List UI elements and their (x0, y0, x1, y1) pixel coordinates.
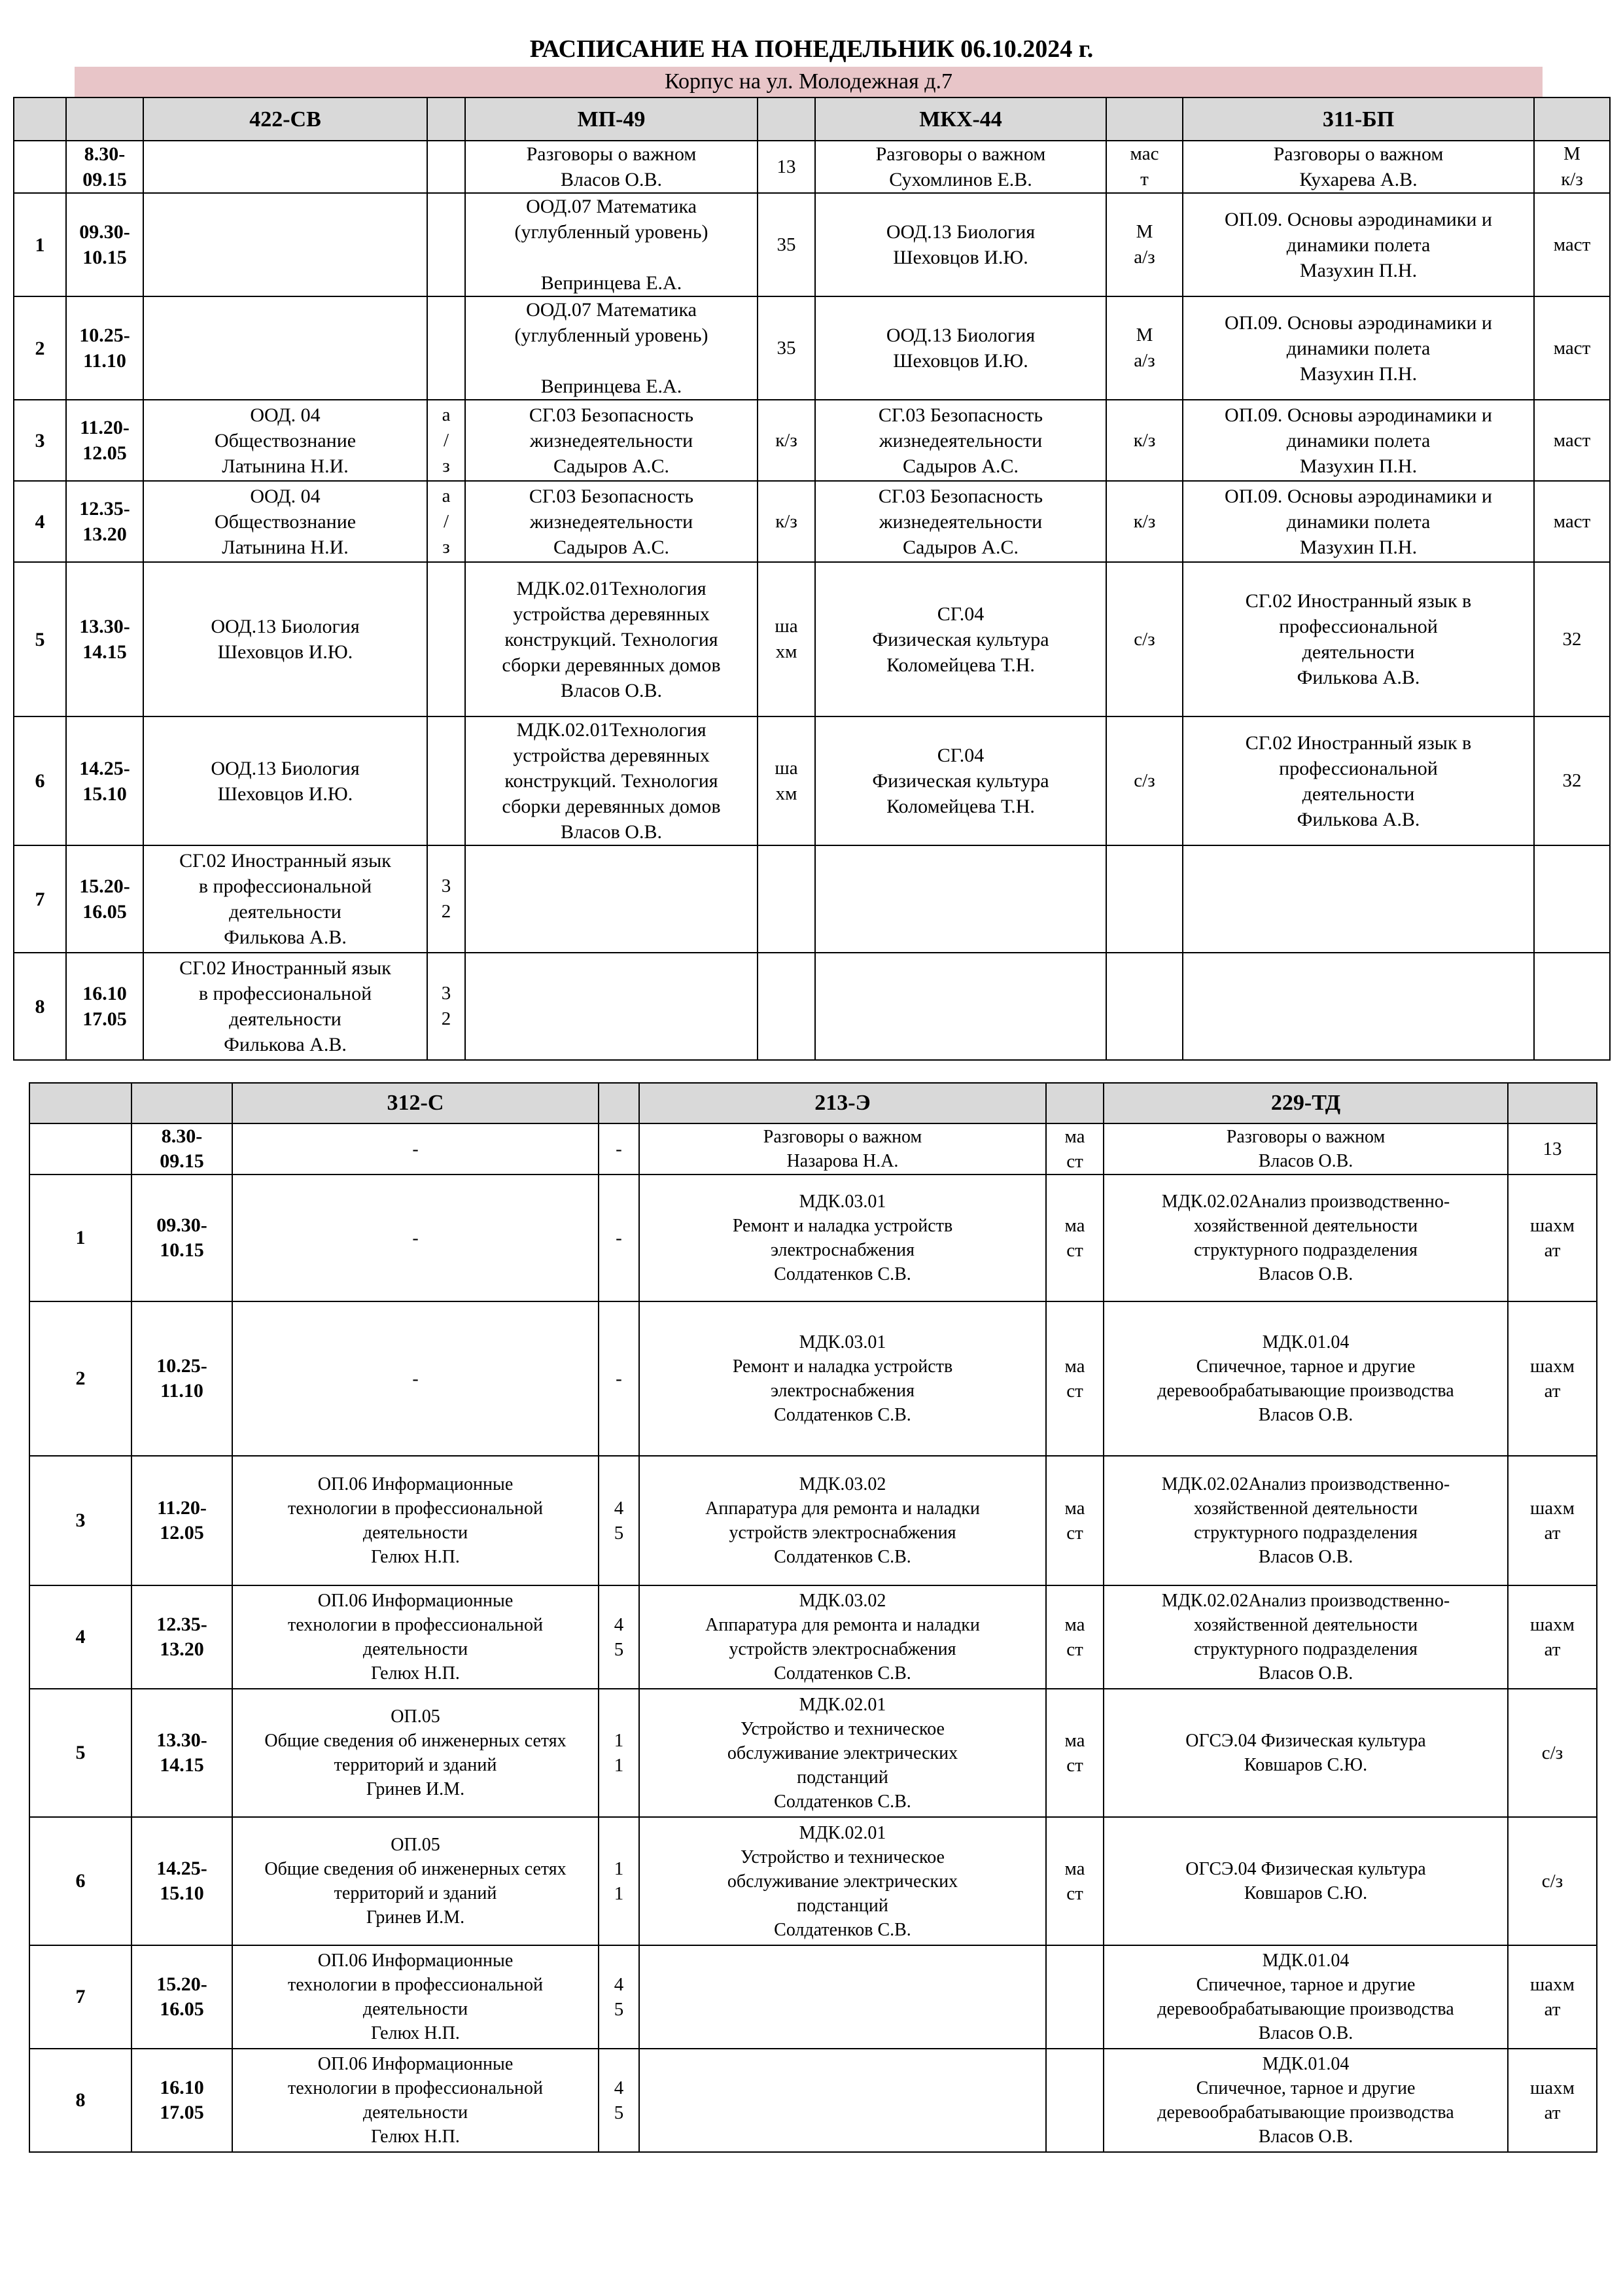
table-row (14, 481, 1610, 562)
lesson-room: ша хм (758, 716, 815, 845)
lesson-room: маст (1534, 193, 1610, 296)
lesson-subject (143, 193, 427, 296)
page-title: РАСПИСАНИЕ НА ПОНЕДЕЛЬНИК 06.10.2024 г. (529, 35, 1094, 63)
lesson-room: ша хм (758, 562, 815, 716)
lesson-room: М а/з (1106, 193, 1183, 296)
lesson-room: к/з (1106, 400, 1183, 481)
lesson-subject: МДК.02.02Анализ производственно- хозяйственной деятельности структурного подразделения Власов О.В. (1104, 1585, 1508, 1689)
lesson-room: а / з (427, 400, 465, 481)
lesson-subject: СГ.02 Иностранный язык в профессиональной деятельности Филькова А.В. (143, 953, 427, 1060)
lesson-room (427, 193, 465, 296)
lesson-subject: СГ.04 Физическая культура Коломейцева Т.Н. (815, 562, 1106, 716)
lesson-room: 32 (1534, 562, 1610, 716)
lesson-number: 6 (14, 716, 66, 845)
lesson-subject: ОП.06 Информационные технологии в профессиональной деятельности Гелюх Н.П. (232, 1456, 599, 1585)
table-row (14, 400, 1610, 481)
group-header: 213-Э (639, 1083, 1046, 1123)
table-row (14, 953, 1610, 1060)
lesson-room: М к/з (1534, 141, 1610, 193)
lesson-subject: ООД.07 Математика (углубленный уровень) Вепринцева Е.А. (465, 193, 758, 296)
lesson-subject: - (232, 1174, 599, 1301)
lesson-number: 8 (14, 953, 66, 1060)
lesson-room: ма ст (1046, 1456, 1104, 1585)
lesson-number: 5 (14, 562, 66, 716)
group-header: МКХ-44 (815, 97, 1106, 141)
lesson-subject: ОП.05 Общие сведения об инженерных сетях территорий и зданий Гринев И.М. (232, 1689, 599, 1817)
group-header: 312-С (232, 1083, 599, 1123)
lesson-number: 8 (29, 2049, 131, 2152)
lesson-subject (1183, 953, 1534, 1060)
lesson-room: 1 1 (599, 1817, 639, 1945)
lesson-time: 13.30- 14.15 (66, 562, 143, 716)
lesson-number: 7 (29, 1945, 131, 2049)
lesson-room (1106, 845, 1183, 953)
lesson-subject: Разговоры о важном Власов О.В. (1104, 1123, 1508, 1174)
table-row (29, 1301, 1597, 1456)
lesson-time: 8.30- 09.15 (66, 141, 143, 193)
lesson-subject: - (232, 1301, 599, 1456)
lesson-room: 32 (1534, 716, 1610, 845)
lesson-number (14, 141, 66, 193)
lesson-subject: СГ.03 Безопасность жизнедеятельности Садыров А.С. (465, 481, 758, 562)
lesson-subject: МДК.03.01 Ремонт и наладка устройств электроснабжения Солдатенков С.В. (639, 1174, 1046, 1301)
lesson-room: ма ст (1046, 1174, 1104, 1301)
lesson-room (1534, 845, 1610, 953)
header-room (599, 1083, 639, 1123)
lesson-room (427, 562, 465, 716)
lesson-subject: МДК.02.01Технология устройства деревянных конструкций. Технология сборки деревянных домов Власов О.В. (465, 562, 758, 716)
table-row (29, 1456, 1597, 1585)
table-row (29, 1123, 1597, 1174)
lesson-room: ма ст (1046, 1817, 1104, 1945)
lesson-room: шахм ат (1508, 1174, 1597, 1301)
lesson-room (427, 716, 465, 845)
header-room (1106, 97, 1183, 141)
table-row (29, 1945, 1597, 2049)
lesson-subject: ООД.13 Биология Шеховцов И.Ю. (143, 716, 427, 845)
lesson-subject: СГ.03 Безопасность жизнедеятельности Садыров А.С. (465, 400, 758, 481)
lesson-subject: СГ.02 Иностранный язык в профессиональной деятельности Филькова А.В. (143, 845, 427, 953)
lesson-room: шахм ат (1508, 1456, 1597, 1585)
table-header-row (14, 97, 1610, 141)
lesson-room: 4 5 (599, 1585, 639, 1689)
lesson-room: маст (1534, 296, 1610, 400)
lesson-subject: СГ.02 Иностранный язык в профессиональной деятельности Филькова А.В. (1183, 716, 1534, 845)
table-row (14, 562, 1610, 716)
lesson-subject: - (232, 1123, 599, 1174)
lesson-subject: ООД.13 Биология Шеховцов И.Ю. (143, 562, 427, 716)
lesson-room: ма ст (1046, 1585, 1104, 1689)
lesson-subject: МДК.03.01 Ремонт и наладка устройств электроснабжения Солдатенков С.В. (639, 1301, 1046, 1456)
lesson-room (1106, 953, 1183, 1060)
lesson-subject: ООД. 04 Обществознание Латынина Н.И. (143, 400, 427, 481)
lesson-room: к/з (758, 481, 815, 562)
lesson-time: 12.35- 13.20 (66, 481, 143, 562)
lesson-time: 09.30- 10.15 (66, 193, 143, 296)
lesson-room: к/з (1106, 481, 1183, 562)
lesson-subject: МДК.02.01 Устройство и техническое обслуживание электрических подстанций Солдатенков С.В. (639, 1689, 1046, 1817)
lesson-room: с/з (1106, 716, 1183, 845)
lesson-subject (815, 953, 1106, 1060)
lesson-time: 15.20- 16.05 (66, 845, 143, 953)
lesson-time: 14.25- 15.10 (131, 1817, 232, 1945)
lesson-subject: МДК.03.02 Аппаратура для ремонта и наладки устройств электроснабжения Солдатенков С.В. (639, 1585, 1046, 1689)
lesson-room: 13 (1508, 1123, 1597, 1174)
lesson-time: 10.25- 11.10 (131, 1301, 232, 1456)
table-row (29, 2049, 1597, 2152)
lesson-subject: ООД.13 Биология Шеховцов И.Ю. (815, 193, 1106, 296)
lesson-subject: Разговоры о важном Кухарева А.В. (1183, 141, 1534, 193)
group-header: 229-ТД (1104, 1083, 1508, 1123)
lesson-room: 13 (758, 141, 815, 193)
group-header: МП-49 (465, 97, 758, 141)
lesson-number (29, 1123, 131, 1174)
lesson-time: 16.10 17.05 (66, 953, 143, 1060)
lesson-room: 4 5 (599, 1456, 639, 1585)
lesson-subject (143, 141, 427, 193)
lesson-time: 12.35- 13.20 (131, 1585, 232, 1689)
lesson-subject (639, 1945, 1046, 2049)
table-row (14, 296, 1610, 400)
lesson-number: 7 (14, 845, 66, 953)
header-room (1534, 97, 1610, 141)
table-header-row (29, 1083, 1597, 1123)
lesson-subject: ООД.07 Математика (углубленный уровень) Вепринцева Е.А. (465, 296, 758, 400)
lesson-room: - (599, 1174, 639, 1301)
lesson-subject: ОГСЭ.04 Физическая культура Ковшаров С.Ю. (1104, 1689, 1508, 1817)
lesson-room: а / з (427, 481, 465, 562)
lesson-room: шахм ат (1508, 2049, 1597, 2152)
lesson-time: 11.20- 12.05 (66, 400, 143, 481)
lesson-room: шахм ат (1508, 1301, 1597, 1456)
lesson-subject: ОП.09. Основы аэродинамики и динамики полета Мазухин П.Н. (1183, 400, 1534, 481)
lesson-subject: СГ.03 Безопасность жизнедеятельности Садыров А.С. (815, 400, 1106, 481)
lesson-subject: ООД. 04 Обществознание Латынина Н.И. (143, 481, 427, 562)
lesson-subject: ОП.09. Основы аэродинамики и динамики полета Мазухин П.Н. (1183, 481, 1534, 562)
lesson-room (1534, 953, 1610, 1060)
schedule-table-1 (13, 97, 1611, 1061)
lesson-time: 8.30- 09.15 (131, 1123, 232, 1174)
lesson-room: 3 2 (427, 953, 465, 1060)
lesson-subject: ОП.06 Информационные технологии в профессиональной деятельности Гелюх Н.П. (232, 2049, 599, 2152)
lesson-number: 3 (14, 400, 66, 481)
lesson-room: 3 2 (427, 845, 465, 953)
lesson-room: к/з (758, 400, 815, 481)
lesson-room: ма ст (1046, 1123, 1104, 1174)
lesson-room: - (599, 1123, 639, 1174)
table-row (29, 1174, 1597, 1301)
header-num (14, 97, 66, 141)
lesson-room: 1 1 (599, 1689, 639, 1817)
lesson-room: с/з (1508, 1817, 1597, 1945)
lesson-subject: ОП.09. Основы аэродинамики и динамики полета Мазухин П.Н. (1183, 296, 1534, 400)
header-room (758, 97, 815, 141)
lesson-number: 2 (29, 1301, 131, 1456)
lesson-time: 10.25- 11.10 (66, 296, 143, 400)
lesson-subject: ОП.06 Информационные технологии в профессиональной деятельности Гелюх Н.П. (232, 1945, 599, 2049)
building-subtitle: Корпус на ул. Молодежная д.7 (75, 67, 1543, 97)
lesson-subject (1183, 845, 1534, 953)
lesson-room: шахм ат (1508, 1945, 1597, 2049)
lesson-subject: МДК.03.02 Аппаратура для ремонта и наладки устройств электроснабжения Солдатенков С.В. (639, 1456, 1046, 1585)
lesson-subject: СГ.04 Физическая культура Коломейцева Т.Н. (815, 716, 1106, 845)
lesson-subject: СГ.02 Иностранный язык в профессиональной деятельности Филькова А.В. (1183, 562, 1534, 716)
lesson-room: - (599, 1301, 639, 1456)
header-time (66, 97, 143, 141)
lesson-room: 4 5 (599, 1945, 639, 2049)
header-room (427, 97, 465, 141)
lesson-subject (815, 845, 1106, 953)
header-room (1508, 1083, 1597, 1123)
lesson-subject: ОП.06 Информационные технологии в профессиональной деятельности Гелюх Н.П. (232, 1585, 599, 1689)
lesson-subject (143, 296, 427, 400)
lesson-room (427, 141, 465, 193)
lesson-room: 35 (758, 296, 815, 400)
lesson-number: 4 (14, 481, 66, 562)
table-row (29, 1817, 1597, 1945)
lesson-room (1046, 1945, 1104, 2049)
table-row (29, 1689, 1597, 1817)
lesson-room: с/з (1106, 562, 1183, 716)
lesson-subject: МДК.02.02Анализ производственно- хозяйственной деятельности структурного подразделения Власов О.В. (1104, 1174, 1508, 1301)
group-header: 422-СВ (143, 97, 427, 141)
lesson-subject: Разговоры о важном Власов О.В. (465, 141, 758, 193)
lesson-subject: МДК.02.01 Устройство и техническое обслуживание электрических подстанций Солдатенков С.В. (639, 1817, 1046, 1945)
lesson-number: 4 (29, 1585, 131, 1689)
lesson-subject: МДК.01.04 Спичечное, тарное и другие деревообрабатывающие производства Власов О.В. (1104, 2049, 1508, 2152)
lesson-time: 11.20- 12.05 (131, 1456, 232, 1585)
table-row (29, 1585, 1597, 1689)
table-row (14, 716, 1610, 845)
lesson-subject: ОП.05 Общие сведения об инженерных сетях территорий и зданий Гринев И.М. (232, 1817, 599, 1945)
lesson-room: маст (1534, 481, 1610, 562)
lesson-subject (639, 2049, 1046, 2152)
lesson-room (758, 953, 815, 1060)
lesson-room: 35 (758, 193, 815, 296)
table-row (14, 845, 1610, 953)
lesson-subject: Разговоры о важном Сухомлинов Е.В. (815, 141, 1106, 193)
lesson-subject: ОГСЭ.04 Физическая культура Ковшаров С.Ю. (1104, 1817, 1508, 1945)
header-time (131, 1083, 232, 1123)
table-row (14, 193, 1610, 296)
lesson-number: 5 (29, 1689, 131, 1817)
lesson-number: 6 (29, 1817, 131, 1945)
lesson-subject (465, 845, 758, 953)
lesson-time: 09.30- 10.15 (131, 1174, 232, 1301)
lesson-room: маст (1534, 400, 1610, 481)
lesson-room: мас т (1106, 141, 1183, 193)
lesson-room: с/з (1508, 1689, 1597, 1817)
lesson-number: 1 (14, 193, 66, 296)
lesson-room (1046, 2049, 1104, 2152)
schedule-table-2 (29, 1082, 1597, 2153)
table-row (14, 141, 1610, 193)
lesson-room: шахм ат (1508, 1585, 1597, 1689)
lesson-subject: ООД.13 Биология Шеховцов И.Ю. (815, 296, 1106, 400)
lesson-room: 4 5 (599, 2049, 639, 2152)
lesson-subject: МДК.01.04 Спичечное, тарное и другие деревообрабатывающие производства Власов О.В. (1104, 1301, 1508, 1456)
lesson-number: 2 (14, 296, 66, 400)
group-header: 311-БП (1183, 97, 1534, 141)
lesson-time: 16.10 17.05 (131, 2049, 232, 2152)
header-num (29, 1083, 131, 1123)
lesson-subject: МДК.02.02Анализ производственно- хозяйственной деятельности структурного подразделения Власов О.В. (1104, 1456, 1508, 1585)
lesson-subject: МДК.01.04 Спичечное, тарное и другие деревообрабатывающие производства Власов О.В. (1104, 1945, 1508, 2049)
header-room (1046, 1083, 1104, 1123)
lesson-subject (465, 953, 758, 1060)
lesson-room: ма ст (1046, 1301, 1104, 1456)
lesson-number: 3 (29, 1456, 131, 1585)
lesson-subject: Разговоры о важном Назарова Н.А. (639, 1123, 1046, 1174)
lesson-number: 1 (29, 1174, 131, 1301)
lesson-subject: СГ.03 Безопасность жизнедеятельности Садыров А.С. (815, 481, 1106, 562)
lesson-subject: МДК.02.01Технология устройства деревянных конструкций. Технология сборки деревянных домов Власов О.В. (465, 716, 758, 845)
lesson-time: 15.20- 16.05 (131, 1945, 232, 2049)
lesson-room: М а/з (1106, 296, 1183, 400)
lesson-room: ма ст (1046, 1689, 1104, 1817)
lesson-subject: ОП.09. Основы аэродинамики и динамики полета Мазухин П.Н. (1183, 193, 1534, 296)
lesson-room (427, 296, 465, 400)
lesson-time: 14.25- 15.10 (66, 716, 143, 845)
lesson-room (758, 845, 815, 953)
lesson-time: 13.30- 14.15 (131, 1689, 232, 1817)
